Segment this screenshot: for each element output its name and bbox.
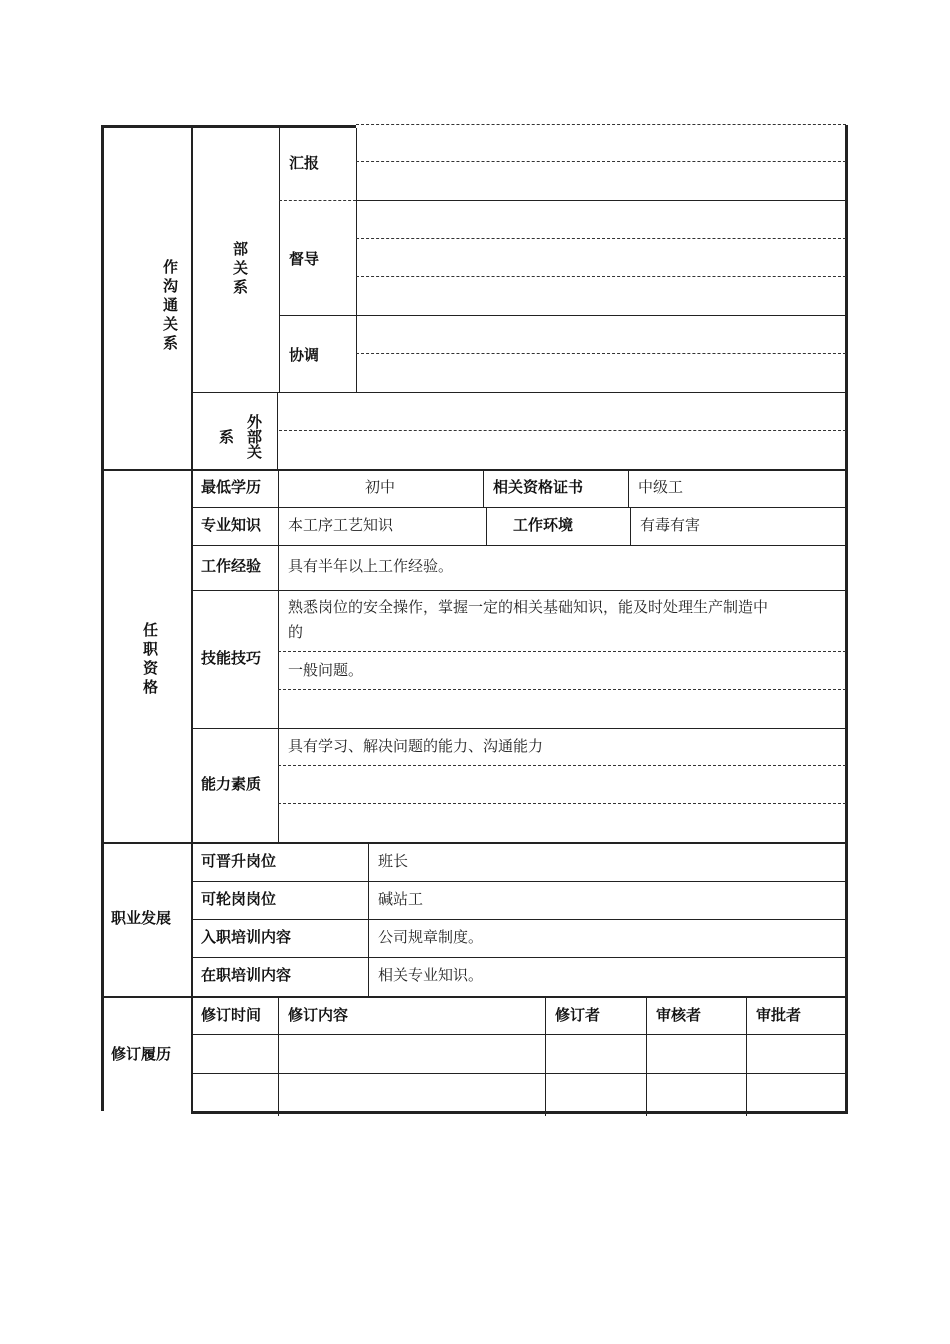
section-divider	[101, 469, 846, 471]
col-divider-r1	[278, 996, 279, 1116]
onboard-training-label: 入职培训内容	[201, 928, 292, 946]
external-relation-label: 外部关	[245, 413, 263, 459]
revision-col-time: 修订时间	[201, 1006, 262, 1024]
row-line	[191, 507, 846, 508]
row-line	[191, 545, 846, 546]
dash-line	[356, 238, 846, 239]
section-communication-label: 作沟通关系	[161, 258, 179, 354]
row-line	[191, 1073, 846, 1074]
row-line	[191, 957, 846, 958]
certificate-label: 相关资格证书	[493, 478, 584, 496]
outer-left-border	[101, 125, 104, 1111]
supervise-label: 督导	[289, 250, 320, 268]
skills-label: 技能技巧	[201, 649, 262, 667]
outer-right-border	[845, 125, 848, 1113]
row-line	[191, 590, 846, 591]
revision-col-approver: 审批者	[756, 1006, 802, 1024]
promote-label: 可晋升岗位	[201, 852, 277, 870]
section-career-label: 职业发展	[111, 909, 172, 927]
internal-relation-label: 部关系	[231, 240, 249, 298]
row-line	[279, 315, 846, 316]
skills-value-line1: 熟悉岗位的安全操作，掌握一定的相关基础知识，能及时处理生产制造中	[288, 598, 769, 616]
min-education-label: 最低学历	[201, 478, 262, 496]
section-qualification-label: 任职资格	[141, 622, 159, 698]
certificate-value: 中级工	[638, 478, 684, 496]
revision-col-reviewer: 审核者	[656, 1006, 702, 1024]
min-education-value: 初中	[365, 478, 396, 496]
skills-value-line2: 的	[288, 623, 304, 641]
revision-col-reviser: 修订者	[555, 1006, 601, 1024]
row-line	[191, 881, 846, 882]
dash-line	[279, 430, 846, 431]
col-divider-q5	[630, 507, 631, 545]
col-divider-q4	[486, 507, 487, 545]
knowledge-label: 专业知识	[201, 516, 262, 534]
ability-label: 能力素质	[201, 775, 262, 793]
promote-value: 班长	[378, 852, 409, 870]
outer-top-border	[101, 125, 356, 128]
ability-value: 具有学习、解决问题的能力、沟通能力	[288, 737, 544, 755]
col-divider-q2	[483, 469, 484, 507]
inservice-training-value: 相关专业知识。	[378, 966, 484, 984]
col-divider-q	[278, 469, 279, 842]
dash-line	[278, 803, 846, 804]
row-line	[191, 392, 846, 393]
coordinate-label: 协调	[289, 346, 320, 364]
col-divider-1	[191, 128, 193, 1111]
dash-line	[356, 124, 846, 125]
col-divider-r2	[545, 996, 546, 1116]
rotate-value: 碱站工	[378, 890, 424, 908]
report-label: 汇报	[289, 154, 320, 172]
environment-value: 有毒有害	[640, 516, 701, 534]
rotate-label: 可轮岗岗位	[201, 890, 277, 908]
col-divider-r3	[646, 996, 647, 1116]
col-divider-r4	[746, 996, 747, 1116]
row-line	[191, 919, 846, 920]
row-line	[191, 1034, 846, 1035]
row-line	[191, 728, 846, 729]
col-divider-ext	[277, 392, 278, 469]
dash-line	[279, 200, 356, 201]
onboard-training-value: 公司规章制度。	[378, 928, 484, 946]
outer-bottom-border	[191, 1111, 848, 1114]
section-divider	[101, 996, 846, 998]
row-line	[356, 200, 846, 201]
dash-line	[278, 765, 846, 766]
section-divider	[101, 842, 846, 844]
section-revision-label: 修订履历	[111, 1045, 172, 1063]
dash-line	[356, 353, 846, 354]
skills-value-line3: 一般问题。	[288, 661, 364, 679]
dash-line	[278, 689, 846, 690]
revision-col-content: 修订内容	[288, 1006, 349, 1024]
external-relation-label-tail: 系	[219, 428, 235, 446]
col-divider-2	[279, 128, 280, 392]
knowledge-value: 本工序工艺知识	[288, 516, 394, 534]
dash-line	[356, 276, 846, 277]
col-divider-q3	[628, 469, 629, 507]
experience-label: 工作经验	[201, 557, 262, 575]
experience-value: 具有半年以上工作经验。	[288, 557, 454, 575]
dash-line	[356, 161, 846, 162]
environment-label: 工作环境	[513, 516, 574, 534]
inservice-training-label: 在职培训内容	[201, 966, 292, 984]
dash-line	[278, 651, 846, 652]
